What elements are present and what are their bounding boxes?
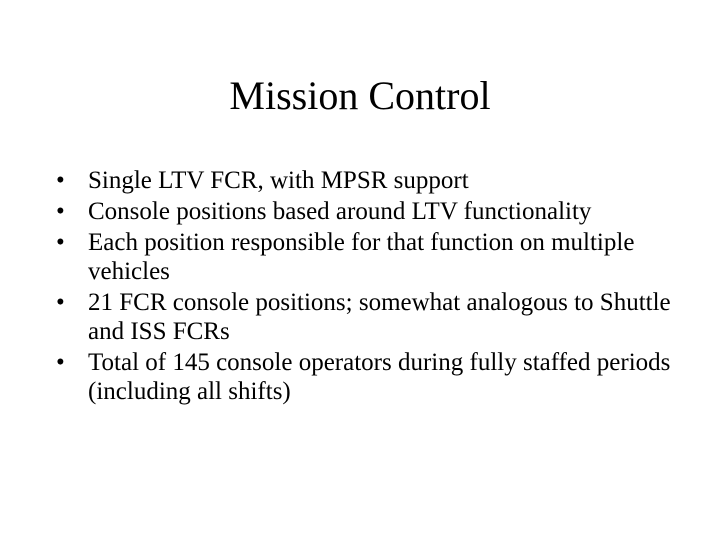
slide-title: Mission Control <box>229 73 491 118</box>
bullet-icon: • <box>56 289 65 316</box>
bullet-list <box>56 166 686 408</box>
bullet-icon: • <box>56 167 65 194</box>
bullet-text: Single LTV FCR, with MPSR support <box>88 167 469 194</box>
bullet-text: Console positions based around LTV functionality <box>88 198 592 225</box>
bullet-icon: • <box>56 349 65 376</box>
list-item <box>56 166 686 195</box>
list-item <box>56 197 686 226</box>
list-item <box>56 348 686 406</box>
bullet-icon: • <box>56 198 65 225</box>
bullet-text: Each position responsible for that function on multiple vehicles <box>88 229 635 285</box>
bullet-text: 21 FCR console positions; somewhat analogous to Shuttle and ISS FCRs <box>88 289 671 345</box>
list-item <box>56 228 686 286</box>
bullet-icon: • <box>56 229 65 256</box>
list-item <box>56 288 686 346</box>
bullet-text: Total of 145 console operators during fully staffed periods (including all shifts) <box>88 349 671 405</box>
